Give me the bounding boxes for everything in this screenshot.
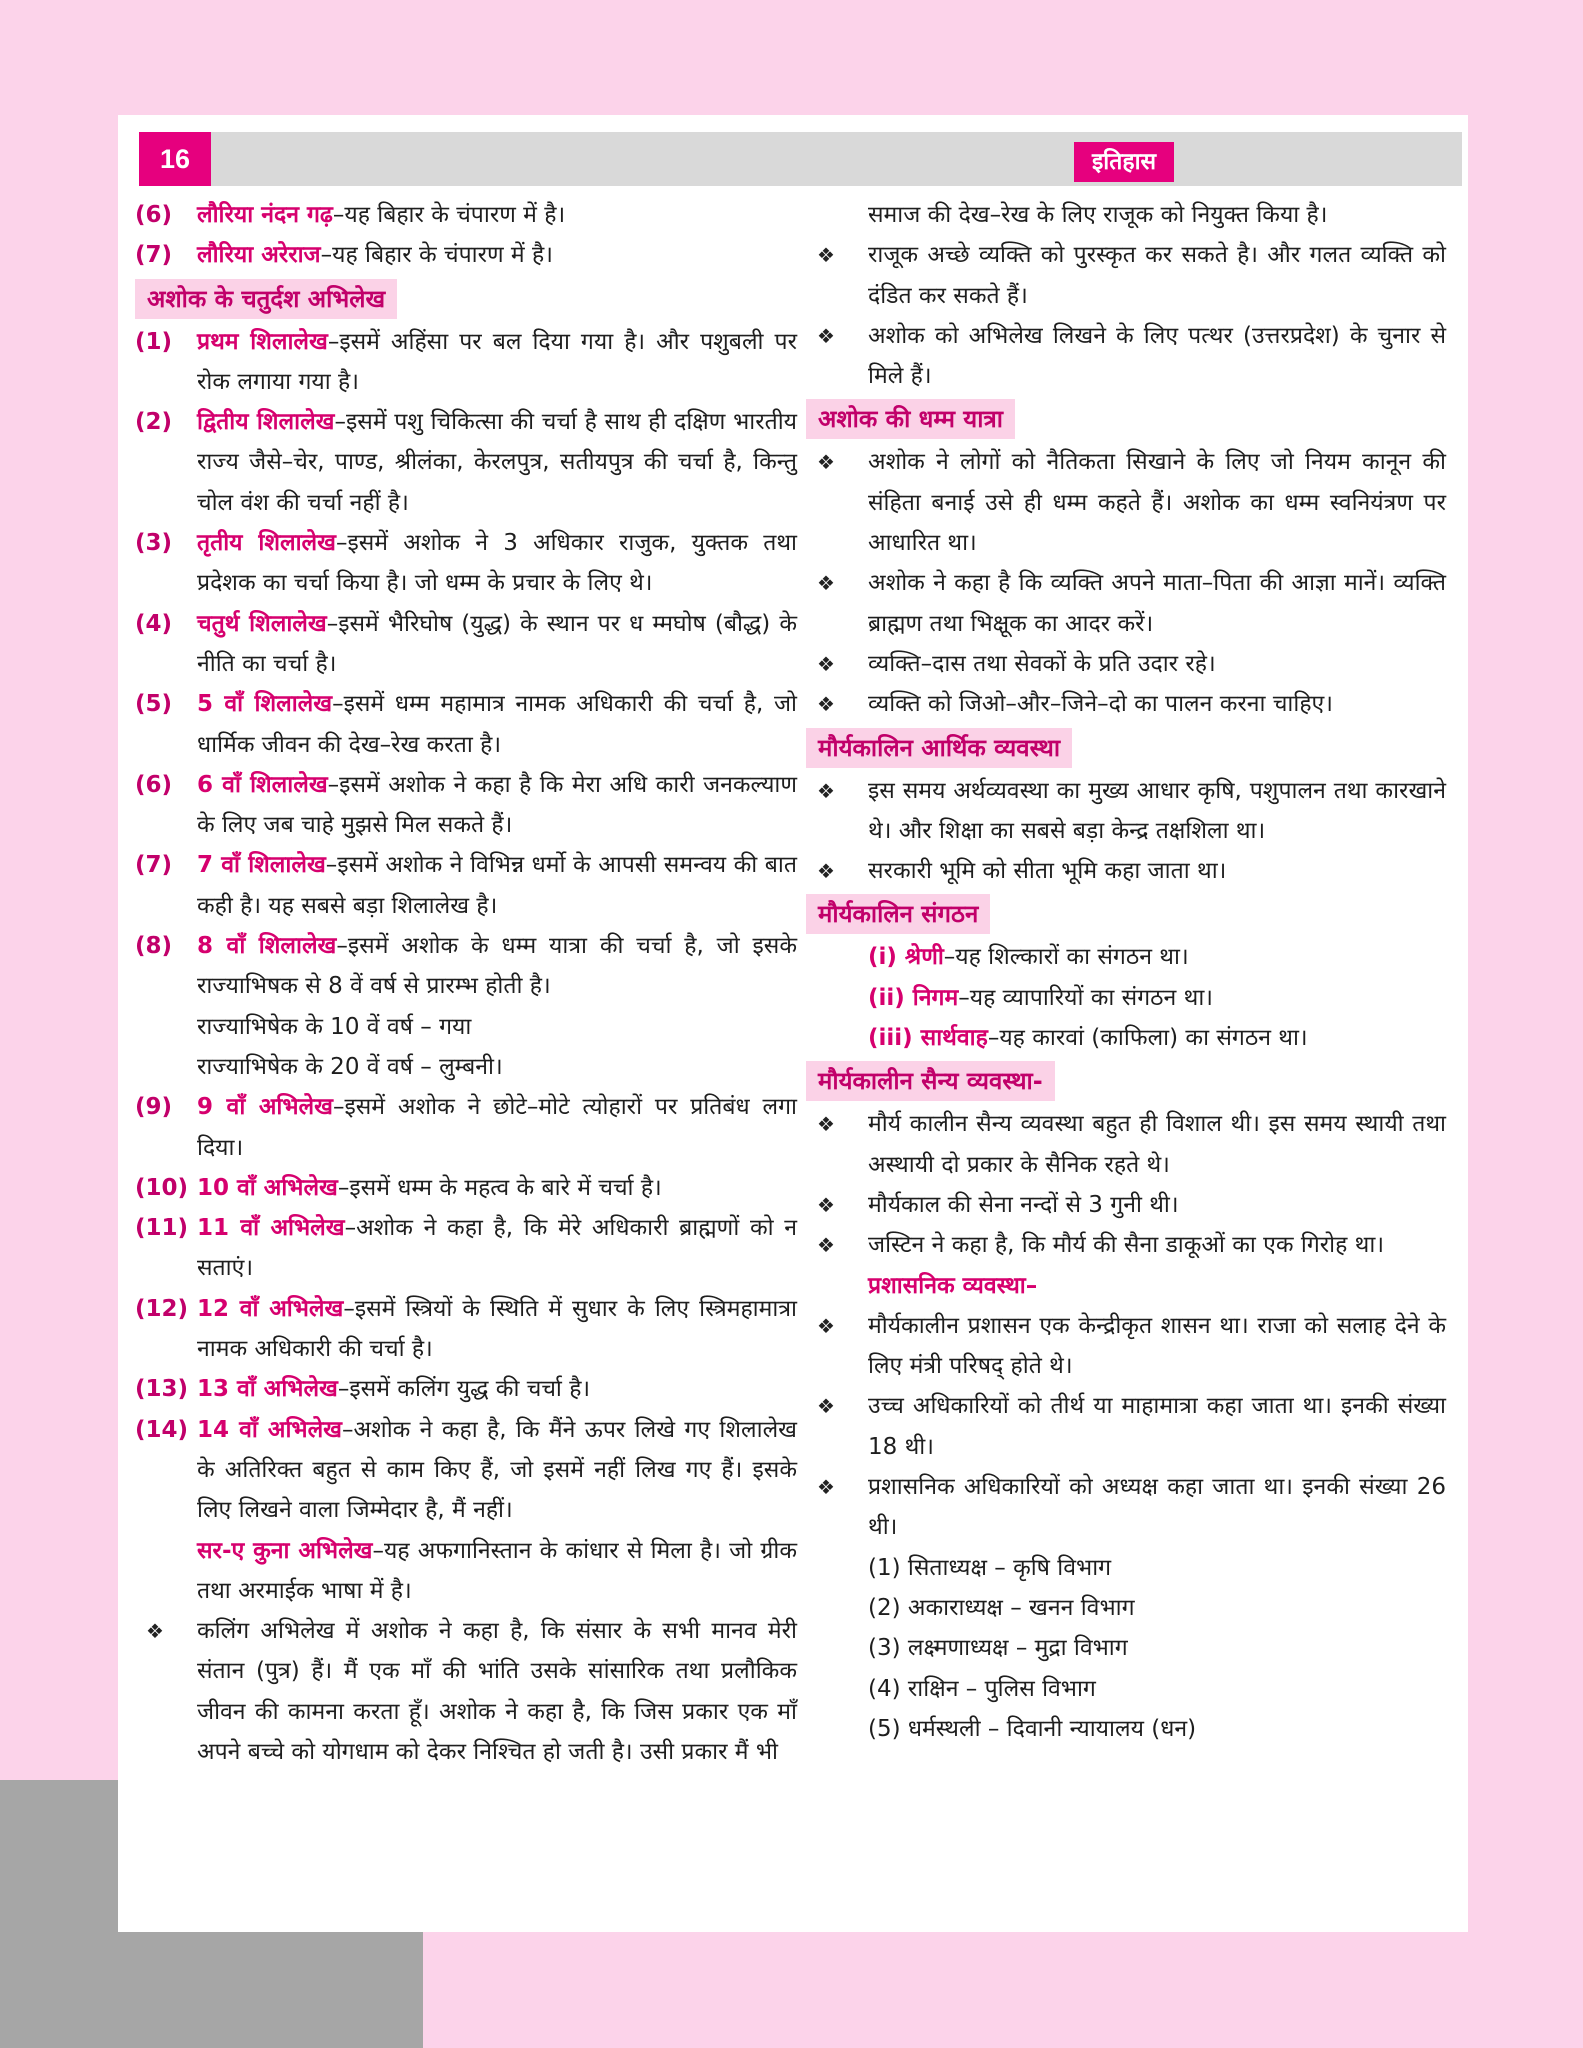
list-item: (6) 6 वाँ शिलालेख–इसमें अशोक ने कहा है कि मेरा अधि कारी जनकल्याण के लिए जब चाहे मुझसे मिल सकते हैं।: [135, 771, 797, 839]
continued-text: समाज की देख–रेख के लिए राजूक को नियुक्त किया है।: [868, 202, 1328, 228]
section-heading: मौर्यकालिन आर्थिक व्यवस्था: [806, 728, 1072, 768]
list-item: (7) 7 वाँ शिलालेख–इसमें अशोक ने विभिन्न धर्मो के आपसी समन्वय की बात कही है। यह सबसे बड़ा शिलालेख है।: [135, 852, 797, 919]
diamond-bullet-icon: ❖: [146, 1619, 164, 1644]
diamond-bullet-icon: ❖: [817, 1233, 835, 1258]
diamond-bullet-icon: ❖: [817, 859, 835, 884]
sar-e-kuna-paragraph: सर-ए कुना अभिलेख–यह अफगानिस्तान के कांधार से मिला है। जो ग्रीक तथा अरमाईक भाषा में है।: [197, 1537, 797, 1604]
diamond-bullet-icon: ❖: [817, 450, 835, 475]
section-heading: अशोक की धम्म यात्रा: [806, 399, 1015, 439]
diamond-bullet-icon: ❖: [817, 571, 835, 596]
bullet-item: ❖ सरकारी भूमि को सीता भूमि कहा जाता था।: [806, 851, 1446, 891]
list-item: (10) 10 वाँ अभिलेख–इसमें धम्म के महत्व के बारे में चर्चा है।: [135, 1174, 662, 1201]
bullet-item: ❖ मौर्य कालीन सैन्य व्यवस्था बहुत ही विशाल थी। इस समय स्थायी तथा अस्थायी दो प्रकार के सैनिक रहते थे।: [806, 1104, 1446, 1185]
list-item: (4) चतुर्थ शिलालेख–इसमें भैरिघोष (युद्ध) के स्थान पर ध म्मघोष (बौद्ध) के नीति का चर्चा है।: [135, 610, 797, 677]
bullet-item: ❖ राजूक अच्छे व्यक्ति को पुरस्कृत कर सकते है। और गलत व्यक्ति को दंडित कर सकते हैं।: [806, 235, 1446, 316]
org-item: (i) श्रेणी–यह शिल्कारों का संगठन था।: [868, 944, 1189, 971]
bullet-item: ❖ कलिंग अभिलेख में अशोक ने कहा है, कि संसार के सभी मानव मेरी संतान (पुत्र) हैं। मैं एक माँ की भांति उसके सांसारिक तथा प्रलौकिक जीवन की कामना करता हूँ। अशोक ने कहा है, कि जिस प्रकार एक माँ अपने बच्चे को योगधाम को देकर निश्चित हो जती है। उसी प्रकार मैं भी: [135, 1611, 797, 1772]
bullet-item: ❖ अशोक ने कहा है कि व्यक्ति अपने माता–पिता की आज्ञा मानें। व्यक्ति ब्राह्मण तथा भिक्षूक का आदर करें।: [806, 563, 1446, 644]
diamond-bullet-icon: ❖: [817, 1112, 835, 1137]
edict8-line: राज्याभिषेक के 10 वें वर्ष – गया: [197, 1013, 472, 1040]
list-item: (11) 11 वाँ अभिलेख–अशोक ने कहा है, कि मेरे अधिकारी ब्राह्मणों को न सताएं।: [135, 1215, 797, 1282]
diamond-bullet-icon: ❖: [817, 1394, 835, 1419]
bullet-item: ❖ मौर्यकाल की सेना नन्दों से 3 गुनी थी।: [806, 1185, 1446, 1225]
page: [118, 115, 1468, 1932]
bullet-item: ❖ व्यक्ति–दास तथा सेवकों के प्रति उदार रहे।: [806, 644, 1446, 684]
list-item: (6) लौरिया नंदन गढ़–यह बिहार के चंपारण में है।: [135, 202, 566, 228]
diamond-bullet-icon: ❖: [817, 243, 835, 268]
diamond-bullet-icon: ❖: [817, 323, 835, 348]
section-heading: मौर्यकालिन संगठन: [806, 894, 990, 934]
bullet-item: ❖ प्रशासनिक अधिकारियों को अध्यक्ष कहा जाता था। इनकी संख्या 26 थी।: [806, 1467, 1446, 1548]
admin-subheading: प्रशासनिक व्यवस्था–: [868, 1272, 1038, 1299]
bullet-item: ❖ अशोक ने लोगों को नैतिकता सिखाने के लिए जो नियम कानून की संहिता बनाई उसे ही धम्म कहते हैं। अशोक का धम्म स्वनियंत्रण पर आधारित था।: [806, 442, 1446, 563]
right-column: [806, 195, 1446, 1749]
bullet-item: ❖ उच्च अधिकारियों को तीर्थ या माहामात्रा कहा जाता था। इनकी संख्या 18 थी।: [806, 1386, 1446, 1467]
left-column: [135, 195, 797, 1772]
department-item: (2) अकाराध्यक्ष – खनन विभाग: [868, 1594, 1135, 1621]
org-item: (iii) सार्थवाह–यह कारवां (काफिला) का संगठन था।: [868, 1025, 1308, 1052]
department-item: (5) धर्मस्थली – दिवानी न्यायालय (धन): [868, 1715, 1197, 1742]
diamond-bullet-icon: ❖: [817, 1475, 835, 1500]
bullet-item: ❖ मौर्यकालीन प्रशासन एक केन्द्रीकृत शासन था। राजा को सलाह देने के लिए मंत्री परिषद् होते थे।: [806, 1306, 1446, 1387]
list-item: (1) प्रथम शिलालेख–इसमें अहिंसा पर बल दिया गया है। और पशुबली पर रोक लगाया गया है।: [135, 328, 797, 395]
section-heading: मौर्यकालीन सैन्य व्यवस्था-: [806, 1061, 1055, 1101]
bullet-item: ❖ जस्टिन ने कहा है, कि मौर्य की सैना डाकूओं का एक गिरोह था।: [806, 1225, 1446, 1265]
list-item: (13) 13 वाँ अभिलेख–इसमें कलिंग युद्ध की चर्चा है।: [135, 1376, 591, 1403]
edict8-line: राज्याभिषेक के 20 वें वर्ष – लुम्बनी।: [197, 1053, 503, 1080]
bullet-item: ❖ व्यक्ति को जिओ–और–जिने–दो का पालन करना चाहिए।: [806, 684, 1446, 724]
list-item: (7) लौरिया अरेराज–यह बिहार के चंपारण में है।: [135, 242, 553, 269]
diamond-bullet-icon: ❖: [817, 1313, 835, 1338]
bullet-item: ❖ इस समय अर्थव्यवस्था का मुख्य आधार कृषि, पशुपालन तथा कारखाने थे। और शिक्षा का सबसे बड़ा केन्द्र तक्षशिला था।: [806, 771, 1446, 852]
list-item: (3) तृतीय शिलालेख–इसमें अशोक ने 3 अधिकार राजुक, युक्तक तथा प्रदेशक का चर्चा किया है। जो धम्म के प्रचार के लिए थे।: [135, 530, 797, 597]
bullet-item: ❖ अशोक को अभिलेख लिखने के लिए पत्थर (उत्तरप्रदेश) के चुनार से मिले हैं।: [806, 316, 1446, 397]
diamond-bullet-icon: ❖: [817, 1192, 835, 1217]
subject-title: इतिहास: [1074, 142, 1174, 182]
page-number: 16: [139, 132, 211, 186]
list-item: (8) 8 वाँ शिलालेख–इसमें अशोक के धम्म यात्रा की चर्चा है, जो इसके राज्याभिषक से 8 वें वर्ष से प्रारम्भ होती है।: [135, 933, 797, 1000]
department-item: (3) लक्ष्मणाध्यक्ष – मुद्रा विभाग: [868, 1635, 1128, 1662]
list-item: (9) 9 वाँ अभिलेख–इसमें अशोक ने छोटे–मोटे त्योहारों पर प्रतिबंध लगा दिया।: [135, 1094, 797, 1161]
diamond-bullet-icon: ❖: [817, 778, 835, 803]
page-header: [139, 132, 1462, 186]
list-item: (2) द्वितीय शिलालेख–इसमें पशु चिकित्सा की चर्चा है साथ ही दक्षिण भारतीय राज्य जैसे–चेर, पाण्ड, श्रीलंका, केरलपुत्र, सतीयपुत्र की चर्चा है, किन्तु चोल वंश की चर्चा नहीं है।: [135, 409, 798, 516]
list-item: (5) 5 वाँ शिलालेख–इसमें धम्म महामात्र नामक अधिकारी की चर्चा है, जो धार्मिक जीवन की देख–रेख करता है।: [135, 691, 797, 758]
department-item: (4) राक्षिन – पुलिस विभाग: [868, 1675, 1096, 1702]
list-item: (14) 14 वाँ अभिलेख–अशोक ने कहा है, कि मैंने ऊपर लिखे गए शिलालेख के अतिरिक्त बहुत से काम किए हैं, जो इसमें नहीं लिख गए हैं। इसके लिए लिखने वाला जिम्मेदार है, मैं नहीं।: [135, 1416, 797, 1524]
diamond-bullet-icon: ❖: [817, 651, 835, 676]
list-item: (12) 12 वाँ अभिलेख–इसमें स्त्रियों के स्थिति में सुधार के लिए स्त्रिमहामात्रा नामक अधिकारी की चर्चा है।: [135, 1295, 797, 1363]
diamond-bullet-icon: ❖: [817, 692, 835, 717]
section-heading: अशोक के चतुर्दश अभिलेख: [135, 279, 397, 319]
org-item: (ii) निगम–यह व्यापारियों का संगठन था।: [868, 984, 1213, 1011]
department-item: (1) सिताध्यक्ष – कृषि विभाग: [868, 1554, 1112, 1581]
